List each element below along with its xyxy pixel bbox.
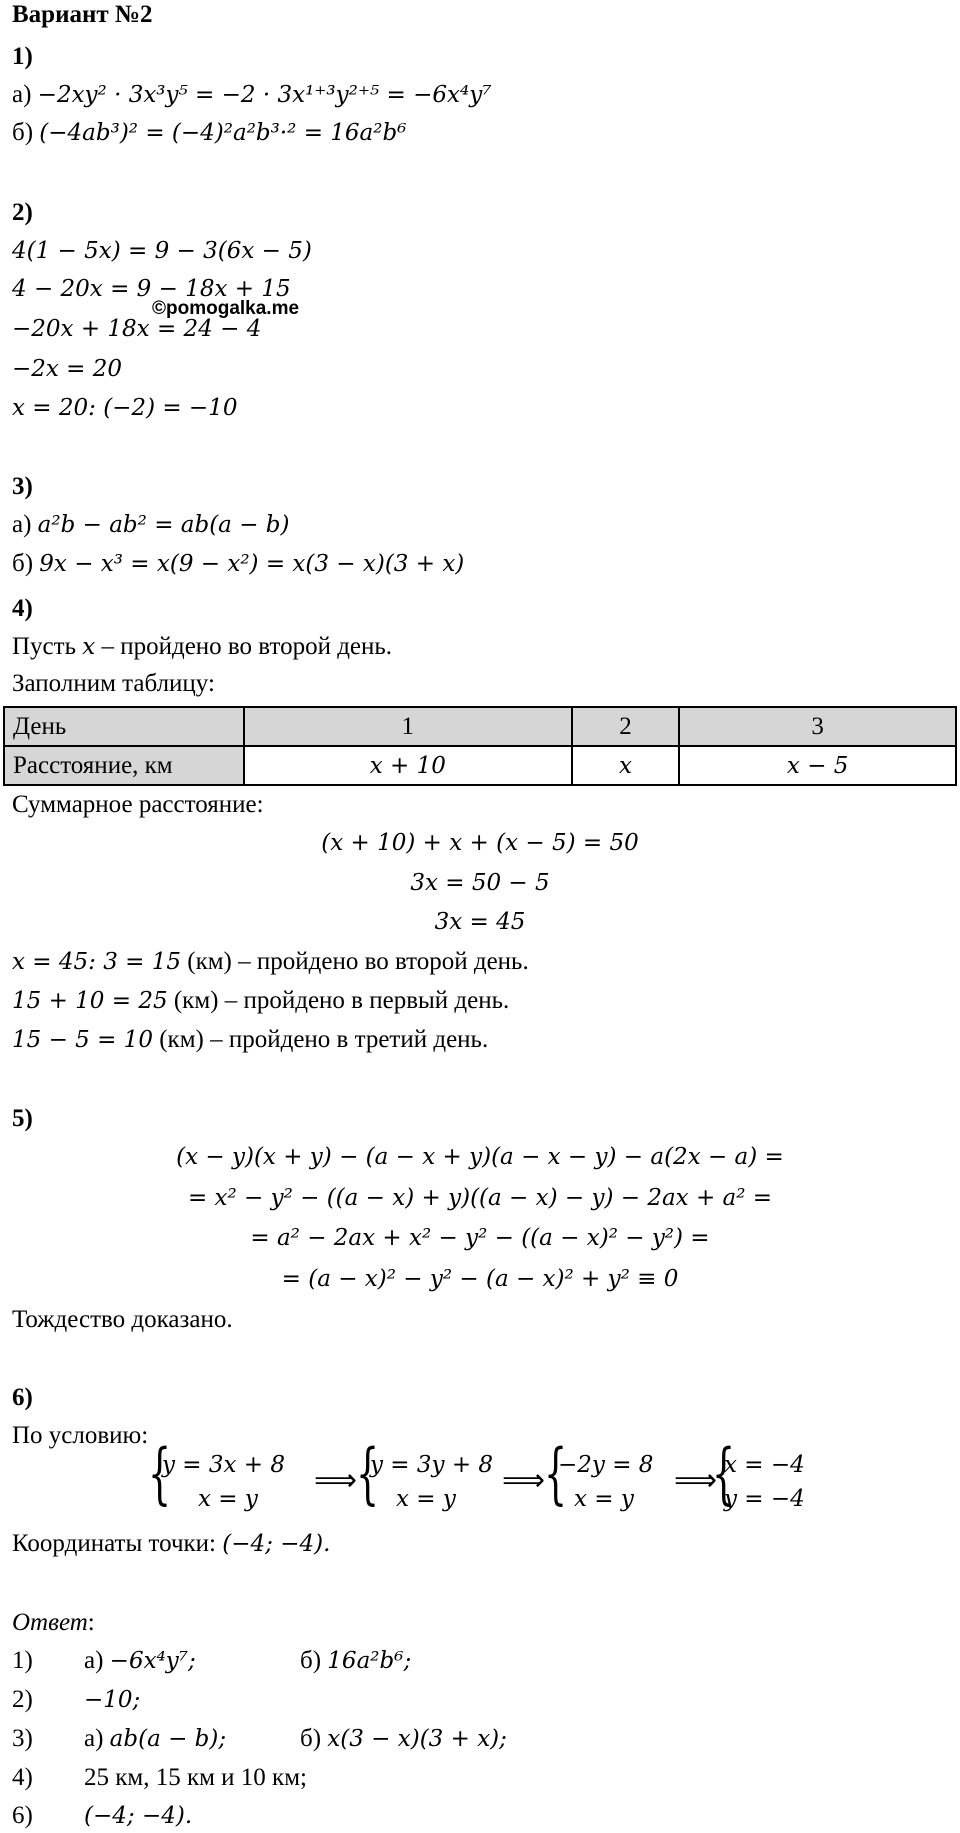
task-4-label: 4)	[12, 595, 33, 622]
answer-item-b	[300, 1724, 507, 1754]
answer-item-a	[84, 1646, 196, 1676]
distance-table	[3, 706, 957, 786]
answer-item-b-value: 16a²b⁶;	[327, 1648, 412, 1674]
task-2-label: 2)	[12, 199, 33, 226]
task-3b-expression: 9x − x³ = x(9 − x²) = x(3 − x)(3 + x)	[39, 551, 465, 577]
system-row: x = −4	[724, 1452, 805, 1478]
task-4-result-expression: 15 + 10 = 25	[12, 988, 168, 1014]
task-5-line: = a² − 2ax + x² − y² − ((a − x)² − y²) =	[250, 1225, 710, 1251]
task-6-label: 6)	[12, 1384, 33, 1411]
page-title: Вариант №2	[12, 1, 153, 28]
task-1b-prefix: б)	[12, 119, 34, 146]
task-4-intro-after: – пройдено во второй день.	[101, 633, 393, 660]
answer-item-number: 3)	[12, 1725, 33, 1752]
task-4-sum-label: Суммарное расстояние:	[12, 791, 264, 818]
task-1b	[12, 118, 406, 148]
task-4-result-text: (км) – пройдено в первый день.	[173, 987, 510, 1014]
answer-item-b-prefix: б)	[300, 1647, 322, 1674]
brace-icon: {	[148, 1435, 172, 1512]
system-row: −2y = 8	[558, 1452, 654, 1478]
answer-item-b	[300, 1646, 411, 1676]
task-3a	[12, 510, 289, 540]
system-row: y = 3y + 8	[370, 1452, 494, 1478]
task-4-fill-table: Заполним таблицу:	[12, 670, 215, 697]
task-5-line: (x − y)(x + y) − (a − x + y)(a − x − y) − a(2x − a) =	[176, 1144, 784, 1170]
brace-icon: {	[544, 1435, 568, 1512]
task-6-coordinates	[12, 1529, 330, 1559]
brace-icon: {	[356, 1435, 380, 1512]
task-4-intro	[12, 632, 392, 662]
table-cell	[679, 746, 956, 785]
task-3a-prefix: а)	[12, 511, 32, 538]
task-5-line: = x² − y² − ((a − x) + y)((a − x) − y) − 2ax + a² =	[187, 1185, 773, 1211]
task-4-result	[12, 947, 529, 977]
task-5-conclusion: Тождество доказано.	[12, 1306, 233, 1333]
answer-item-b-prefix: б)	[300, 1725, 322, 1752]
task-1b-expression: (−4ab³)² = (−4)²a²b³·² = 16a²b⁶	[39, 120, 407, 146]
answer-item-number: 2)	[12, 1686, 33, 1713]
task-1a	[12, 80, 491, 110]
system-row: y = 3x + 8	[162, 1452, 286, 1478]
task-2-line: x = 20: (−2) = −10	[12, 395, 238, 421]
table-cell	[572, 746, 680, 785]
answer-item-b-value: x(3 − x)(3 + x);	[327, 1726, 507, 1752]
answer-item-a-prefix: а)	[84, 1647, 104, 1674]
answer-item-a-value: −6x⁴y⁷;	[109, 1648, 196, 1674]
table-header-cell: 1	[244, 707, 572, 746]
task-1a-expression: −2xy² · 3x³y⁵ = −2 · 3x¹⁺³y²⁺⁵ = −6x⁴y⁷	[37, 82, 492, 108]
system-row: x = y	[574, 1486, 634, 1512]
task-2-line: −2x = 20	[12, 356, 123, 382]
task-5-label: 5)	[12, 1105, 33, 1132]
answer-label: Ответ	[12, 1609, 88, 1636]
task-4-equation: 3x = 50 − 5	[410, 870, 550, 896]
table-header-row	[4, 707, 956, 746]
task-4-result	[12, 1025, 488, 1055]
task-1-label: 1)	[12, 43, 33, 70]
task-3b-prefix: б)	[12, 550, 34, 577]
task-5-line: = (a − x)² − y² − (a − x)² + y² ≡ 0	[281, 1266, 679, 1292]
answer-item-a-value: 25 км, 15 км и 10 км;	[84, 1764, 307, 1791]
task-6-condition: По условию:	[12, 1422, 149, 1449]
brace-icon: {	[712, 1435, 736, 1512]
implies-arrow-icon: ⟹	[314, 1463, 358, 1498]
table-cell-expression: x − 5	[786, 752, 849, 779]
task-3-label: 3)	[12, 473, 33, 500]
task-4-intro-before: Пусть	[12, 633, 76, 660]
answer-colon: :	[87, 1609, 95, 1636]
answer-item-a-value: (−4; −4).	[84, 1803, 193, 1829]
task-1a-prefix: а)	[12, 81, 32, 108]
task-4-result-expression: 15 − 5 = 10	[12, 1027, 153, 1053]
table-header-cell: 2	[572, 707, 680, 746]
task-4-result-text: (км) – пройдено в третий день.	[159, 1026, 489, 1053]
implies-arrow-icon: ⟹	[502, 1463, 546, 1498]
task-4-result-expression: x = 45: 3 = 15	[12, 949, 181, 975]
table-header-cell: День	[4, 707, 244, 746]
task-2-line: 4(1 − 5x) = 9 − 3(6x − 5)	[12, 238, 312, 264]
task-6-coordinates-text: Координаты точки:	[12, 1530, 216, 1557]
table-cell-expression: x + 10	[369, 752, 446, 779]
answer-item-number: 4)	[12, 1764, 33, 1791]
implies-arrow-icon: ⟹	[674, 1463, 718, 1498]
answer-item-a-prefix: а)	[84, 1725, 104, 1752]
system-row: y = −4	[724, 1486, 805, 1512]
table-cell	[244, 746, 572, 785]
table-header-cell: 3	[679, 707, 956, 746]
watermark: ©pomogalka.me	[152, 298, 300, 319]
task-2-line: 4 − 20x = 9 − 18x + 15	[12, 276, 291, 302]
task-4-result	[12, 986, 509, 1016]
task-4-result-text: (км) – пройдено во второй день.	[187, 948, 529, 975]
table-row-label: Расстояние, км	[4, 746, 244, 785]
task-3a-expression: a²b − ab² = ab(a − b)	[37, 512, 290, 538]
answer-heading	[12, 1608, 95, 1638]
task-6-coordinates-value: (−4; −4).	[222, 1531, 331, 1557]
task-2-line: −20x + 18x = 24 − 4	[12, 316, 262, 342]
task-4-equation: (x + 10) + x + (x − 5) = 50	[321, 830, 639, 856]
answer-item-a	[84, 1724, 226, 1754]
table-cell-expression: x	[618, 752, 632, 779]
answer-item-number: 6)	[12, 1802, 33, 1829]
table-row	[4, 746, 956, 785]
answer-item-number: 1)	[12, 1647, 33, 1674]
system-row: x = y	[198, 1486, 258, 1512]
answer-item-a-value: −10;	[84, 1687, 141, 1713]
task-4-equation: 3x = 45	[434, 909, 526, 935]
system-row: x = y	[396, 1486, 456, 1512]
answer-item-a-value: ab(a − b);	[109, 1726, 227, 1752]
task-4-intro-var: x	[82, 634, 96, 660]
task-3b	[12, 549, 464, 579]
